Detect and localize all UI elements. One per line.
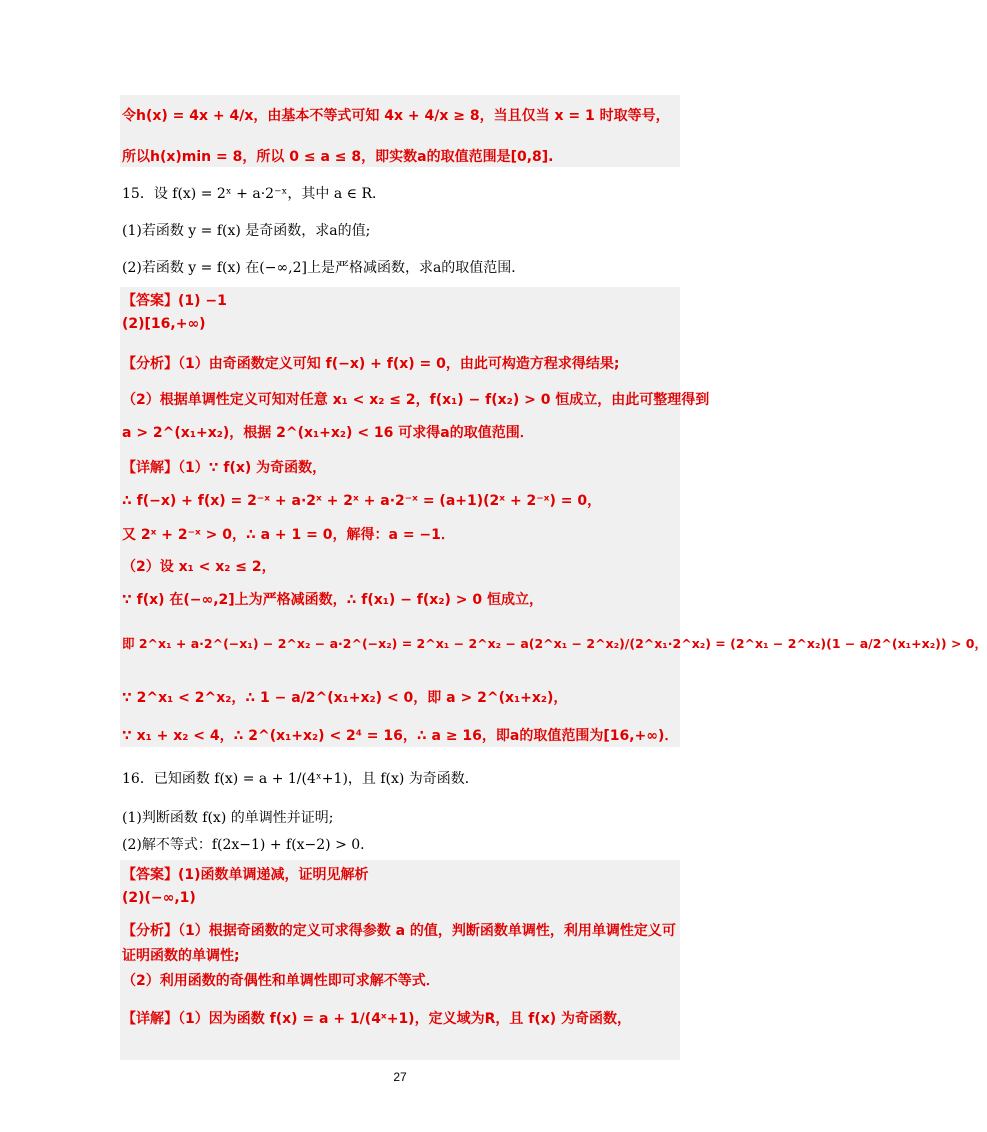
- detail-line: ∵ 2^x₁ < 2^x₂，∴ 1 − a/2^(x₁+x₂) < 0，即 a > 2^(x₁+x₂)，: [122, 690, 568, 706]
- analysis-line: （2）根据单调性定义可知对任意 x₁ < x₂ ≤ 2，f(x₁) − f(x₂) > 0 恒成立，由此可整理得到: [122, 392, 710, 408]
- detail-line: （2）设 x₁ < x₂ ≤ 2，: [122, 559, 276, 575]
- detail-line: 【详解】（1）因为函数 f(x) = a + 1/(4ˣ+1)，定义域为R，且 f(x) 为奇函数，: [122, 1011, 632, 1027]
- detail-line: ∴ f(−x) + f(x) = 2⁻ˣ + a·2ˣ + 2ˣ + a·2⁻ˣ = (a+1)(2ˣ + 2⁻ˣ) = 0，: [122, 493, 602, 509]
- solution-line: 令h(x) = 4x + 4/x，由基本不等式可知 4x + 4/x ≥ 8，当且仅当 x = 1 时取等号，: [122, 108, 670, 124]
- detail-line: ∵ f(x) 在(−∞,2]上为严格减函数，∴ f(x₁) − f(x₂) > 0 恒成立，: [122, 592, 543, 608]
- question-16-part2: (2)解不等式：f(2x−1) + f(x−2) > 0．: [122, 837, 375, 853]
- page-number: 27: [393, 1070, 407, 1084]
- question-15-part1: (1)若函数 y = f(x) 是奇函数，求a的值;: [122, 223, 371, 239]
- analysis-line: （2）利用函数的奇偶性和单调性即可求解不等式．: [122, 973, 440, 989]
- answer-line: 【答案】(1)函数单调递减，证明见解析: [122, 867, 369, 883]
- detail-line: 即 2^x₁ + a·2^(−x₁) − 2^x₂ − a·2^(−x₂) = 2^x₁ − 2^x₂ − a(2^x₁ − 2^x₂)/(2^x₁·2^x₂) = (2^x₁ − 2^x₂)(1 − a/2^(x₁+x₂)) > 0，: [122, 636, 987, 651]
- detail-line: 又 2ˣ + 2⁻ˣ > 0，∴ a + 1 = 0，解得：a = −1．: [122, 527, 455, 543]
- analysis-line: 【分析】（1）由奇函数定义可知 f(−x) + f(x) = 0，由此可构造方程求得结果;: [122, 356, 620, 372]
- answer-line: (2)(−∞,1): [122, 890, 196, 906]
- detail-line: ∵ x₁ + x₂ < 4，∴ 2^(x₁+x₂) < 2⁴ = 16，∴ a ≥ 16，即a的取值范围为[16,+∞)．: [122, 728, 679, 744]
- analysis-line: 【分析】（1）根据奇函数的定义可求得参数 a 的值，判断函数单调性，利用单调性定义可: [122, 923, 676, 939]
- analysis-line: 证明函数的单调性;: [122, 948, 240, 964]
- answer-line: 【答案】(1) −1: [122, 293, 227, 309]
- question-16-part1: (1)判断函数 f(x) 的单调性并证明;: [122, 810, 334, 826]
- answer-line: (2)[16,+∞): [122, 316, 206, 332]
- solution-line: 所以h(x)min = 8，所以 0 ≤ a ≤ 8，即实数a的取值范围是[0,8].: [122, 149, 554, 165]
- question-15-part2: (2)若函数 y = f(x) 在(−∞,2]上是严格减函数，求a的取值范围．: [122, 260, 526, 276]
- analysis-line: a > 2^(x₁+x₂)，根据 2^(x₁+x₂) < 16 可求得a的取值范围．: [122, 425, 534, 441]
- question-15-title: 15．设 f(x) = 2ˣ + a·2⁻ˣ，其中 a ∈ R．: [122, 186, 386, 202]
- question-16-title: 16．已知函数 f(x) = a + 1/(4ˣ+1)，且 f(x) 为奇函数．: [122, 771, 479, 787]
- detail-line: 【详解】（1）∵ f(x) 为奇函数，: [122, 460, 327, 476]
